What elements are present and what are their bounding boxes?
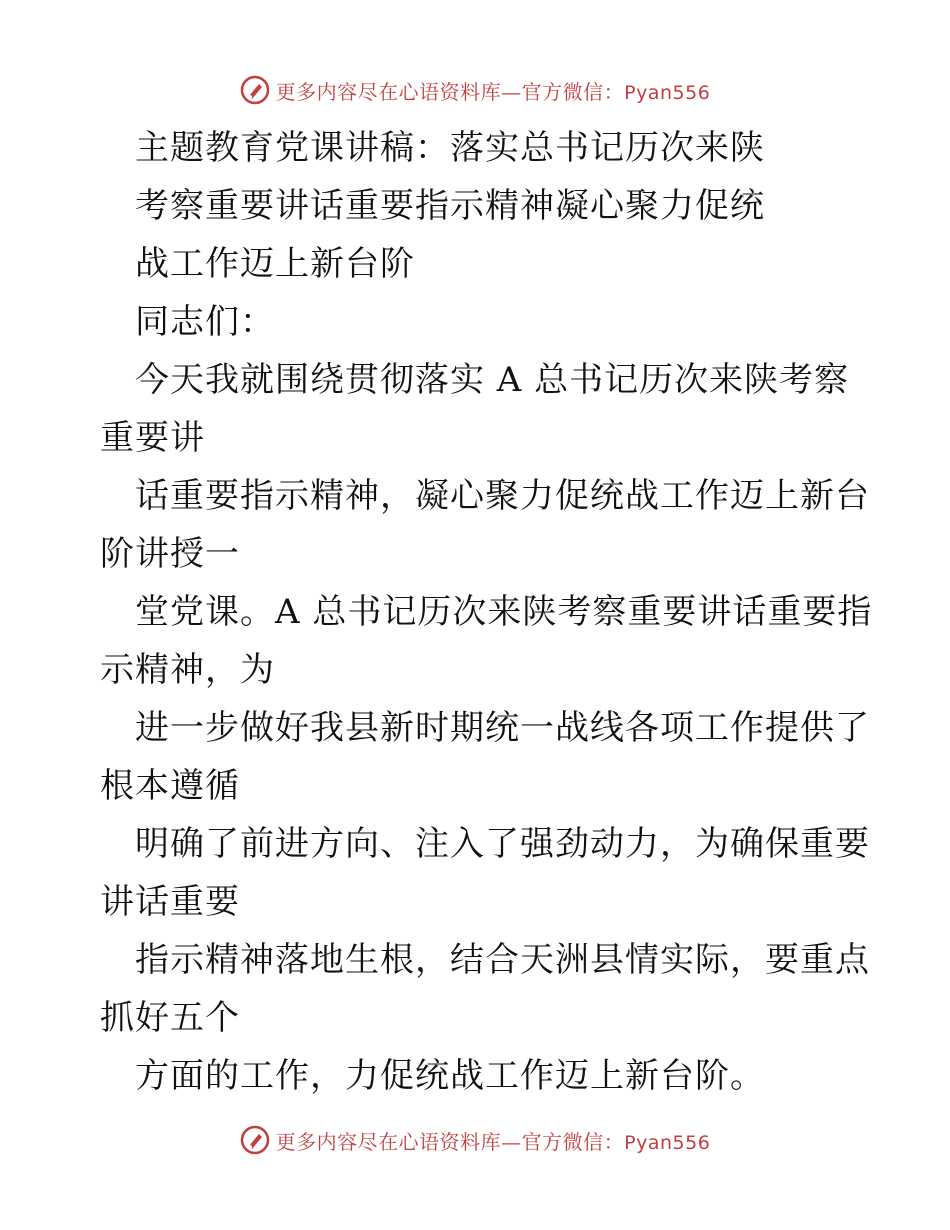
salutation: 同志们： xyxy=(135,302,275,342)
paragraph-line: 讲话重要 xyxy=(100,882,240,922)
paragraph-line: 进一步做好我县新时期统一战线各项工作提供了 xyxy=(135,708,870,748)
pen-nib-circle-icon xyxy=(240,75,270,105)
watermark-separator: — xyxy=(501,1129,522,1154)
watermark-label: 官方微信： xyxy=(521,79,625,104)
watermark-separator: — xyxy=(501,79,522,104)
title-line-2: 考察重要讲话重要指示精神凝心聚力促统 xyxy=(135,186,765,226)
watermark-text: 更多内容尽在心语资料库 xyxy=(275,1129,502,1154)
header-watermark xyxy=(0,70,950,110)
paragraph-line: 示精神，为 xyxy=(100,650,275,690)
paragraph-line: 话重要指示精神，凝心聚力促统战工作迈上新台 xyxy=(135,476,870,516)
watermark-id: Pyan556 xyxy=(624,1131,711,1154)
paragraph-line: 阶讲授一 xyxy=(100,534,240,574)
paragraph-line: 重要讲 xyxy=(100,418,205,458)
paragraph-line: 方面的工作，力促统战工作迈上新台阶。 xyxy=(135,1056,765,1096)
paragraph-line: 根本遵循 xyxy=(100,766,240,806)
watermark-label: 官方微信： xyxy=(521,1129,625,1154)
paragraph-line: 指示精神落地生根，结合天洲县情实际，要重点 xyxy=(135,940,870,980)
footer-watermark xyxy=(0,1120,950,1160)
title-line-3: 战工作迈上新台阶 xyxy=(135,244,415,284)
pen-nib-circle-icon xyxy=(240,1125,270,1155)
paragraph-line: 今天我就围绕贯彻落实 A 总书记历次来陕考察 xyxy=(135,360,850,400)
watermark-id: Pyan556 xyxy=(624,81,711,104)
paragraph-line: 堂党课。A 总书记历次来陕考察重要讲话重要指 xyxy=(135,592,873,632)
paragraph-line: 抓好五个 xyxy=(100,998,240,1038)
title-line-1: 主题教育党课讲稿：落实总书记历次来陕 xyxy=(135,128,765,168)
watermark-text: 更多内容尽在心语资料库 xyxy=(275,79,502,104)
paragraph-line: 明确了前进方向、注入了强劲动力，为确保重要 xyxy=(135,824,870,864)
